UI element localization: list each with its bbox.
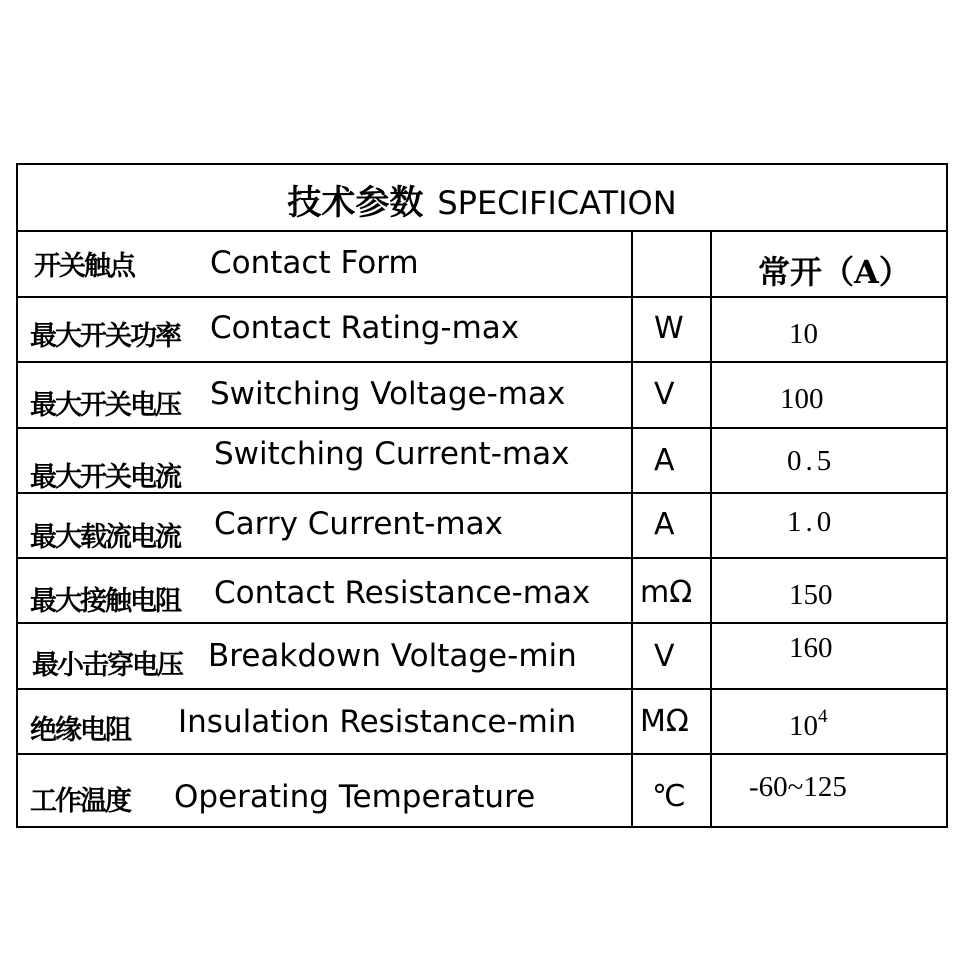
grid-line <box>18 296 946 298</box>
row-label-cn: 最大载流电流 <box>30 522 180 553</box>
row-value: 150 <box>789 579 833 611</box>
row-label-en: Switching Voltage-max <box>210 376 566 412</box>
row-label-cn: 最大开关电流 <box>30 462 180 493</box>
grid-line <box>18 230 946 232</box>
row-value: 100 <box>780 383 824 415</box>
grid-line <box>18 753 946 755</box>
row-label-en: Operating Temperature <box>174 779 536 815</box>
row-label-cn: 最小击穿电压 <box>32 650 182 681</box>
row-value: 1.0 <box>787 506 836 538</box>
row-value <box>789 706 828 743</box>
header-label-cn: 开关触点 <box>34 251 134 282</box>
grid-line <box>710 230 712 826</box>
row-value: -60~125 <box>749 771 847 803</box>
title-cn: 技术参数 <box>287 183 424 223</box>
row-label-en: Insulation Resistance-min <box>178 704 577 740</box>
grid-line <box>631 230 633 826</box>
row-unit: ℃ <box>652 779 686 814</box>
grid-line <box>18 688 946 690</box>
row-label-en: Contact Rating-max <box>210 310 520 346</box>
grid-line <box>18 557 946 559</box>
row-unit: A <box>654 443 675 478</box>
row-value: 160 <box>789 632 833 664</box>
specification-table <box>16 163 948 828</box>
row-label-en: Switching Current-max <box>214 436 570 472</box>
row-unit: MΩ <box>640 704 689 739</box>
table-title <box>18 175 946 224</box>
row-unit: V <box>654 639 675 674</box>
row-unit: A <box>654 507 675 542</box>
row-label-en: Carry Current-max <box>214 506 503 542</box>
row-label-cn: 最大开关电压 <box>30 390 180 421</box>
value-exponent: 4 <box>818 706 828 727</box>
row-unit: W <box>654 311 684 346</box>
value-base: 10 <box>789 710 818 742</box>
row-value: 0.5 <box>787 445 836 477</box>
row-label-cn: 绝缘电阻 <box>30 715 130 746</box>
row-unit: mΩ <box>640 575 693 610</box>
row-label-cn: 最大接触电阻 <box>30 586 180 617</box>
row-label-cn: 工作温度 <box>30 786 130 817</box>
row-label-en: Breakdown Voltage-min <box>208 638 577 674</box>
title-en: SPECIFICATION <box>437 184 677 222</box>
grid-line <box>18 361 946 363</box>
grid-line <box>18 622 946 624</box>
row-value: 10 <box>789 318 818 350</box>
row-label-en: Contact Resistance-max <box>214 575 591 611</box>
header-value: 常开（A） <box>758 253 911 291</box>
row-unit: V <box>654 377 675 412</box>
row-label-cn: 最大开关功率 <box>30 321 180 352</box>
grid-line <box>18 427 946 429</box>
header-label-en: Contact Form <box>210 245 419 281</box>
